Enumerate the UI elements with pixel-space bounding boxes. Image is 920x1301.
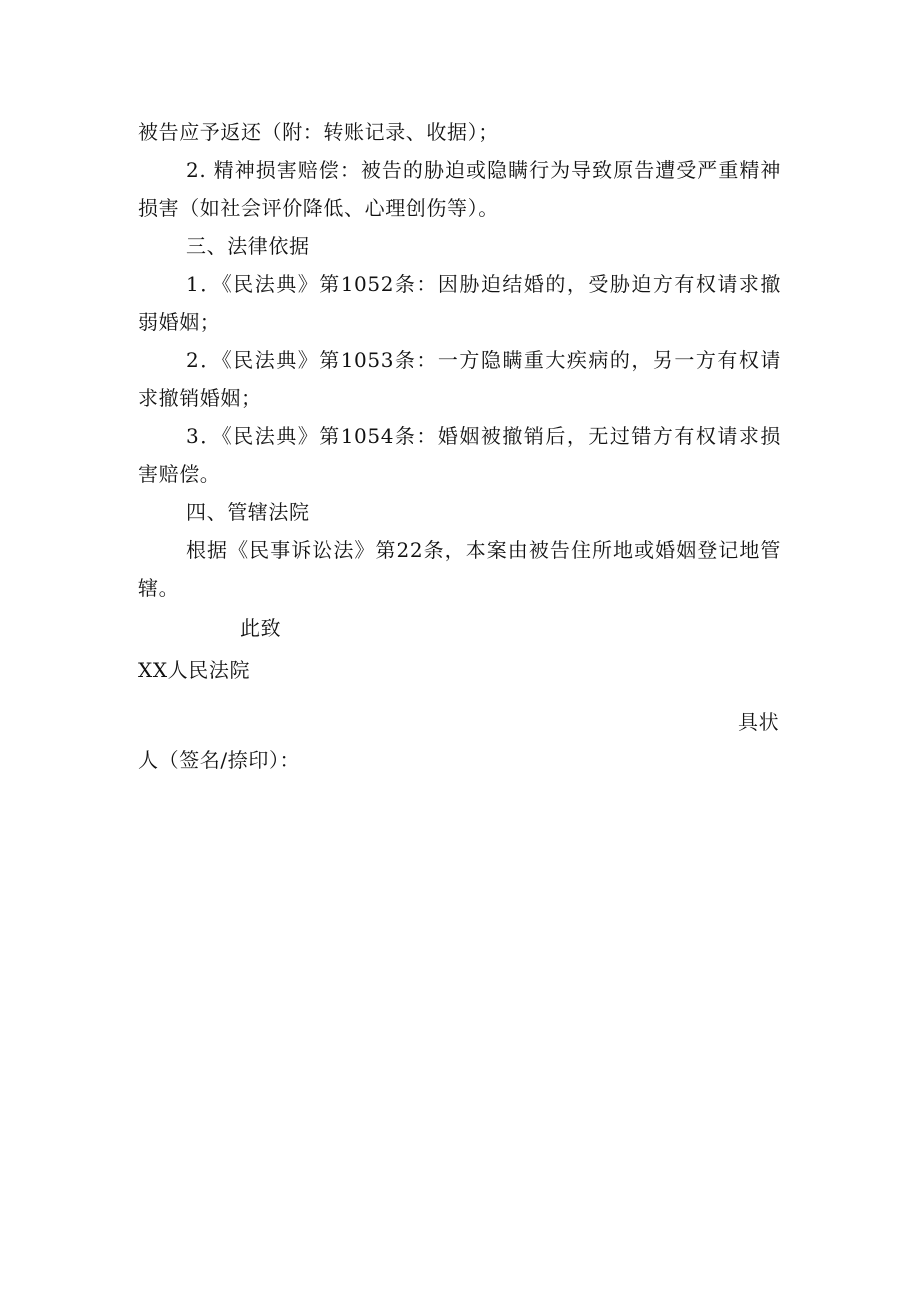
section-heading-legal-basis: 三、法律依据 [186, 234, 310, 258]
signature-label-part-1: 具状 [738, 710, 780, 734]
paragraph-line-1: 被告应予返还（附：转账记录、收据）； [138, 120, 499, 144]
court-name: XX人民法院 [138, 658, 251, 682]
signature-label-part-2: 人（签名/捺印）： [138, 748, 301, 772]
paragraph-line-7: 2．《民法典》第1053条：一方隐瞒重大疾病的，另一方有权请 [186, 348, 781, 372]
paragraph-line-6: 弱婚姻； [138, 310, 221, 334]
paragraph-line-12: 根据《民事诉讼法》第22条，本案由被告住所地或婚姻登记地管 [186, 538, 781, 562]
paragraph-line-3: 损害（如社会评价降低、心理创伤等）。 [138, 196, 499, 220]
paragraph-line-2: 2. 精神损害赔偿：被告的胁迫或隐瞒行为导致原告遭受严重精神 [186, 158, 781, 182]
paragraph-line-10: 害赔偿。 [138, 462, 221, 486]
paragraph-line-5: 1．《民法典》第1052条：因胁迫结婚的，受胁迫方有权请求撤 [186, 272, 781, 296]
paragraph-line-8: 求撤销婚姻； [138, 386, 262, 410]
closing-salutation: 此致 [240, 616, 282, 640]
paragraph-line-9: 3．《民法典》第1054条：婚姻被撤销后，无过错方有权请求损 [186, 424, 781, 448]
section-heading-jurisdiction: 四、管辖法院 [186, 500, 310, 524]
paragraph-line-13: 辖。 [138, 576, 180, 600]
